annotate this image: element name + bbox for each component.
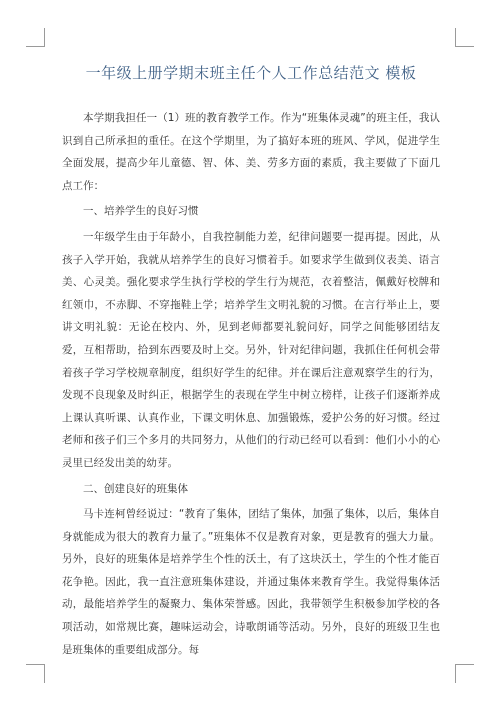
document-page [62, 62, 440, 661]
section-paragraph-class-collective: 马卡连柯曾经说过：“教育了集体，团结了集体，加强了集体，以后，集体自身就能成为很大的教育力量了。”班集体不仅是教育对象，更是教育的强大力量。另外，良好的班集体是培养学生个性的沃土，有了这块沃土，学生的个性才能百花争艳。因此，我一直注意班集体建设，并通过集体来教育学生。我觉得集体活动，最能培养学生的凝聚力、集体荣誉感。因此，我带领学生积极参加学校的各项活动，如常规比赛，趣味运动会，诗歌朗诵等活动。另外，良好的班级卫生也是班集体的重要组成部分。每 [62, 508, 440, 656]
document-title: 一年级上册学期末班主任个人工作总结范文 模板 [85, 64, 417, 82]
intro-paragraph: 本学期我担任一（1）班的教育教学工作。作为“班集体灵魂”的班主任，我认识到自己所承担的重任。在这个学期里，为了搞好本班的班风、学风，促进学生全面发展，提高少年儿童德、智、体、美、劳多方面的素质，我主要做了下面几点工作： [62, 112, 440, 192]
crop-mark-top-left [26, 28, 45, 47]
crop-mark-top-right [455, 28, 474, 47]
section-heading-class-collective: 二、创建良好的班集体 [83, 482, 188, 495]
section-heading-habits: 一、培养学生的良好习惯 [83, 205, 199, 218]
crop-mark-bottom-right [455, 664, 474, 683]
crop-mark-bottom-left [26, 664, 45, 683]
section-paragraph-habits: 一年级学生由于年龄小，自我控制能力差，纪律问题要一提再提。因此，从孩子入学开始，我就从培养学生的良好习惯着手。如要求学生做到仪表美、语言美、心灵美。强化要求学生执行学校的学生行为规范，衣着整洁，佩戴好校牌和红领巾，不赤脚、不穿拖鞋上学；培养学生文明礼貌的习惯。在言行举止上，要讲文明礼貌：无论在校内、外，见到老师都要礼貌问好，同学之间能够团结友爱，互相帮助，拾到东西要及时上交。另外，针对纪律问题，我抓住任何机会带着孩子学习学校规章制度，组织好学生的纪律。并在课后注意观察学生的行为，发现不良现象及时纠正，根据学生的表现在学生中树立榜样，让孩子们逐渐养成上课认真听课、认真作业，下课文明休息、加强锻炼，爱护公务的好习惯。经过老师和孩子们三个多月的共同努力，从他们的行动已经可以看到：他们小小的心灵里已经发出美的幼芽。 [62, 230, 440, 469]
